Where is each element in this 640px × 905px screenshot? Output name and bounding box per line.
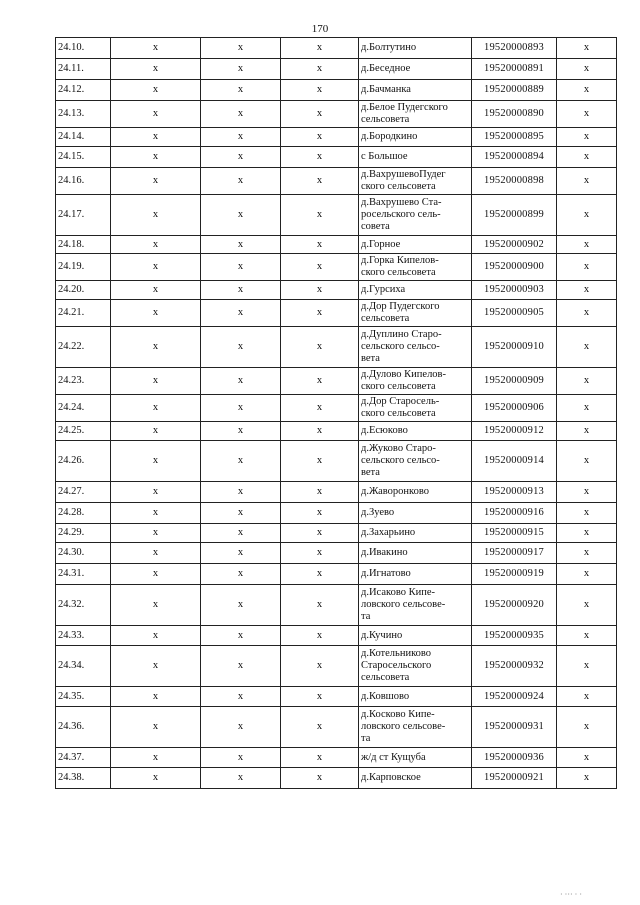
row-number: 24.25.: [56, 422, 111, 441]
settlement-name-line: д.Горка Кипелов-: [361, 255, 439, 266]
cell-mark: x: [281, 748, 359, 768]
oktmo-code: 19520000915: [472, 524, 557, 543]
cell-mark: x: [281, 626, 359, 646]
settlement-name-line: д.Есюково: [361, 425, 408, 436]
settlement-name-line: ловского сельсове-: [361, 599, 446, 610]
oktmo-code: 19520000909: [472, 368, 557, 395]
settlement-name-line: д.Бородкино: [361, 131, 418, 142]
settlement-name: [359, 38, 472, 59]
oktmo-code: 19520000903: [472, 281, 557, 300]
table-row: [56, 543, 617, 564]
cell-mark: x: [281, 147, 359, 168]
cell-mark: x: [201, 147, 281, 168]
cell-mark: x: [281, 646, 359, 687]
settlement-name-line: д.ВахрушевоПудег: [361, 169, 446, 180]
settlement-name: [359, 503, 472, 524]
oktmo-code: 19520000890: [472, 101, 557, 128]
table-row: [56, 503, 617, 524]
cell-mark: x: [281, 327, 359, 368]
settlement-name-line: сельсовета: [361, 114, 410, 125]
cell-mark: x: [111, 168, 201, 195]
cell-mark: x: [111, 368, 201, 395]
settlement-name: [359, 524, 472, 543]
oktmo-code: 19520000893: [472, 38, 557, 59]
row-number: 24.14.: [56, 128, 111, 147]
settlement-name-line: сельсовета: [361, 672, 410, 683]
row-number: 24.17.: [56, 195, 111, 236]
cell-mark: x: [557, 281, 617, 300]
cell-mark: x: [201, 441, 281, 482]
oktmo-code: 19520000902: [472, 236, 557, 254]
oktmo-code: 19520000900: [472, 254, 557, 281]
settlement-name-line: д.Дор Пудегского: [361, 301, 440, 312]
cell-mark: x: [281, 128, 359, 147]
table-row: [56, 585, 617, 626]
cell-mark: x: [557, 38, 617, 59]
cell-mark: x: [281, 422, 359, 441]
settlement-name-line: вета: [361, 353, 380, 364]
row-number: 24.29.: [56, 524, 111, 543]
cell-mark: x: [281, 482, 359, 503]
row-number: 24.34.: [56, 646, 111, 687]
settlement-name: [359, 441, 472, 482]
oktmo-code: 19520000917: [472, 543, 557, 564]
settlement-name: [359, 646, 472, 687]
cell-mark: x: [281, 707, 359, 748]
settlement-name-line: та: [361, 611, 371, 622]
row-number: 24.20.: [56, 281, 111, 300]
settlement-name: [359, 768, 472, 789]
cell-mark: x: [111, 80, 201, 101]
settlement-name-line: совета: [361, 221, 390, 232]
cell-mark: x: [281, 80, 359, 101]
row-number: 24.33.: [56, 626, 111, 646]
cell-mark: x: [111, 707, 201, 748]
row-number: 24.30.: [56, 543, 111, 564]
cell-mark: x: [281, 59, 359, 80]
cell-mark: x: [281, 395, 359, 422]
cell-mark: x: [281, 543, 359, 564]
cell-mark: x: [281, 564, 359, 585]
settlement-name: [359, 327, 472, 368]
oktmo-code: 19520000914: [472, 441, 557, 482]
cell-mark: x: [111, 687, 201, 707]
cell-mark: x: [557, 482, 617, 503]
cell-mark: x: [281, 585, 359, 626]
oktmo-code: 19520000891: [472, 59, 557, 80]
cell-mark: x: [201, 195, 281, 236]
cell-mark: x: [557, 564, 617, 585]
oktmo-code: 19520000895: [472, 128, 557, 147]
table-row: [56, 236, 617, 254]
cell-mark: x: [281, 768, 359, 789]
table-row: [56, 748, 617, 768]
settlement-name-line: ского сельсовета: [361, 181, 436, 192]
cell-mark: x: [281, 38, 359, 59]
cell-mark: x: [111, 768, 201, 789]
cell-mark: x: [557, 147, 617, 168]
oktmo-code: 19520000906: [472, 395, 557, 422]
settlement-name-line: д.Бачманка: [361, 84, 411, 95]
oktmo-code: 19520000916: [472, 503, 557, 524]
cell-mark: x: [557, 327, 617, 368]
settlement-name-line: д.Вахрушево Ста-: [361, 197, 442, 208]
table-row: [56, 768, 617, 789]
cell-mark: x: [201, 524, 281, 543]
table-row: [56, 281, 617, 300]
row-number: 24.32.: [56, 585, 111, 626]
settlement-name-line: д.Беседное: [361, 63, 411, 74]
oktmo-code: 19520000931: [472, 707, 557, 748]
cell-mark: x: [111, 585, 201, 626]
cell-mark: x: [557, 80, 617, 101]
row-number: 24.15.: [56, 147, 111, 168]
settlement-name-line: д.Дор Старосель-: [361, 396, 440, 407]
table-row: [56, 168, 617, 195]
cell-mark: x: [557, 503, 617, 524]
settlement-name-line: д.Котельниково: [361, 648, 432, 659]
oktmo-code: 19520000889: [472, 80, 557, 101]
cell-mark: x: [111, 422, 201, 441]
cell-mark: x: [281, 168, 359, 195]
settlement-name-line: д.Болтутино: [361, 42, 417, 53]
cell-mark: x: [201, 38, 281, 59]
settlement-name-line: Старосельского: [361, 660, 432, 671]
settlement-name-line: д.Игнатово: [361, 568, 411, 579]
cell-mark: x: [201, 327, 281, 368]
cell-mark: x: [111, 482, 201, 503]
cell-mark: x: [281, 503, 359, 524]
settlement-name: [359, 300, 472, 327]
cell-mark: x: [557, 395, 617, 422]
oktmo-code: 19520000920: [472, 585, 557, 626]
settlement-name: [359, 707, 472, 748]
cell-mark: x: [201, 707, 281, 748]
cell-mark: x: [201, 236, 281, 254]
settlement-name-line: ловского сельсове-: [361, 721, 446, 732]
cell-mark: x: [111, 524, 201, 543]
cell-mark: x: [201, 768, 281, 789]
settlement-name: [359, 422, 472, 441]
table-row: [56, 707, 617, 748]
cell-mark: x: [111, 147, 201, 168]
cell-mark: x: [557, 768, 617, 789]
settlement-name: [359, 748, 472, 768]
page-number: 170: [311, 23, 329, 35]
oktmo-code: 19520000910: [472, 327, 557, 368]
cell-mark: x: [557, 748, 617, 768]
cell-mark: x: [111, 503, 201, 524]
settlement-name-line: ского сельсовета: [361, 408, 436, 419]
row-number: 24.12.: [56, 80, 111, 101]
cell-mark: x: [111, 38, 201, 59]
cell-mark: x: [557, 441, 617, 482]
settlement-name-line: д.Дуплино Старо-: [361, 329, 442, 340]
settlement-name-line: д.Гурсиха: [361, 284, 406, 295]
oktmo-code: 19520000912: [472, 422, 557, 441]
table-row: [56, 422, 617, 441]
cell-mark: x: [111, 441, 201, 482]
oktmo-code: 19520000899: [472, 195, 557, 236]
settlement-name: [359, 564, 472, 585]
settlement-name: [359, 368, 472, 395]
table-row: [56, 195, 617, 236]
cell-mark: x: [557, 646, 617, 687]
cell-mark: x: [111, 748, 201, 768]
table-row: [56, 80, 617, 101]
oktmo-code: 19520000924: [472, 687, 557, 707]
settlement-name: [359, 482, 472, 503]
cell-mark: x: [281, 281, 359, 300]
cell-mark: x: [557, 300, 617, 327]
settlement-name-line: д.Белое Пудегского: [361, 102, 448, 113]
cell-mark: x: [557, 422, 617, 441]
cell-mark: x: [201, 422, 281, 441]
settlement-name-line: д.Кучино: [361, 629, 403, 641]
settlement-name-line: д.Дулово Кипелов-: [361, 369, 447, 380]
settlement-name-line: д.Ивакино: [361, 547, 408, 558]
cell-mark: x: [201, 626, 281, 646]
cell-mark: x: [111, 195, 201, 236]
settlement-name-line: та: [361, 733, 371, 744]
cell-mark: x: [111, 128, 201, 147]
cell-mark: x: [201, 128, 281, 147]
oktmo-code: 19520000936: [472, 748, 557, 768]
cell-mark: x: [281, 687, 359, 707]
settlement-name: [359, 585, 472, 626]
settlement-name: [359, 101, 472, 128]
settlement-name-line: ского сельсовета: [361, 267, 436, 278]
oktmo-code: 19520000919: [472, 564, 557, 585]
row-number: 24.38.: [56, 768, 111, 789]
row-number: 24.27.: [56, 482, 111, 503]
settlement-name: [359, 626, 472, 646]
cell-mark: x: [557, 101, 617, 128]
cell-mark: x: [201, 168, 281, 195]
cell-mark: x: [111, 300, 201, 327]
row-number: 24.13.: [56, 101, 111, 128]
settlement-name-line: д.Зуево: [361, 507, 395, 518]
cell-mark: x: [281, 368, 359, 395]
cell-mark: x: [111, 543, 201, 564]
cell-mark: x: [557, 626, 617, 646]
table-row: [56, 101, 617, 128]
cell-mark: x: [201, 748, 281, 768]
settlement-name-line: д.Карповское: [361, 772, 421, 783]
row-number: 24.24.: [56, 395, 111, 422]
cell-mark: x: [201, 503, 281, 524]
settlement-name-line: д.Исаково Кипе-: [361, 587, 435, 598]
cell-mark: x: [111, 395, 201, 422]
table-row: [56, 626, 617, 646]
table-row: [56, 368, 617, 395]
cell-mark: x: [111, 646, 201, 687]
cell-mark: x: [557, 236, 617, 254]
row-number: 24.35.: [56, 687, 111, 707]
cell-mark: x: [557, 59, 617, 80]
cell-mark: x: [201, 482, 281, 503]
cell-mark: x: [281, 236, 359, 254]
settlement-name-line: д.Ковшово: [361, 690, 410, 702]
table-row: [56, 59, 617, 80]
settlement-name: [359, 59, 472, 80]
cell-mark: x: [557, 585, 617, 626]
cell-mark: x: [111, 236, 201, 254]
cell-mark: x: [557, 707, 617, 748]
oktmo-code: 19520000894: [472, 147, 557, 168]
row-number: 24.11.: [56, 59, 111, 80]
settlement-name-line: д.Захарьино: [361, 527, 416, 538]
cell-mark: x: [201, 80, 281, 101]
row-number: 24.21.: [56, 300, 111, 327]
cell-mark: x: [201, 101, 281, 128]
settlement-name-line: д.Горное: [361, 238, 401, 250]
cell-mark: x: [281, 254, 359, 281]
table-row: [56, 327, 617, 368]
table-row: [56, 441, 617, 482]
row-number: 24.19.: [56, 254, 111, 281]
cell-mark: x: [557, 368, 617, 395]
cell-mark: x: [111, 101, 201, 128]
cell-mark: x: [111, 59, 201, 80]
row-number: 24.10.: [56, 38, 111, 59]
cell-mark: x: [557, 168, 617, 195]
settlement-name: [359, 687, 472, 707]
cell-mark: x: [201, 687, 281, 707]
oktmo-code: 19520000913: [472, 482, 557, 503]
row-number: 24.28.: [56, 503, 111, 524]
cell-mark: x: [557, 254, 617, 281]
cell-mark: x: [201, 254, 281, 281]
cell-mark: x: [281, 195, 359, 236]
cell-mark: x: [111, 327, 201, 368]
cell-mark: x: [201, 395, 281, 422]
cell-mark: x: [111, 281, 201, 300]
table-row: [56, 300, 617, 327]
table-body: [56, 38, 617, 789]
table-row: [56, 254, 617, 281]
scan-artifact: · ··· · ·: [560, 890, 582, 899]
row-number: 24.18.: [56, 236, 111, 254]
settlement-name: [359, 236, 472, 254]
row-number: 24.26.: [56, 441, 111, 482]
settlement-name: [359, 168, 472, 195]
row-number: 24.22.: [56, 327, 111, 368]
row-number: 24.37.: [56, 748, 111, 768]
table-row: [56, 147, 617, 168]
row-number: 24.36.: [56, 707, 111, 748]
cell-mark: x: [557, 195, 617, 236]
table-row: [56, 524, 617, 543]
cell-mark: x: [111, 564, 201, 585]
settlement-name: [359, 281, 472, 300]
cell-mark: x: [201, 281, 281, 300]
oktmo-code: 19520000898: [472, 168, 557, 195]
settlement-name: [359, 254, 472, 281]
settlement-name: [359, 395, 472, 422]
cell-mark: x: [201, 585, 281, 626]
oktmo-code: 19520000905: [472, 300, 557, 327]
table-row: [56, 38, 617, 59]
settlement-name-line: д.Жаворонково: [361, 486, 429, 497]
table-row: [56, 128, 617, 147]
settlement-name: [359, 543, 472, 564]
settlement-name: [359, 128, 472, 147]
settlement-name-line: росельского сель-: [361, 209, 441, 220]
table-row: [56, 395, 617, 422]
cell-mark: x: [281, 524, 359, 543]
cell-mark: x: [281, 441, 359, 482]
cell-mark: x: [201, 543, 281, 564]
row-number: 24.31.: [56, 564, 111, 585]
cell-mark: x: [201, 368, 281, 395]
table-row: [56, 482, 617, 503]
cell-mark: x: [557, 128, 617, 147]
cell-mark: x: [111, 254, 201, 281]
settlement-name-line: ского сельсовета: [361, 381, 436, 392]
cell-mark: x: [557, 687, 617, 707]
cell-mark: x: [557, 524, 617, 543]
settlement-name-line: ж/д ст Кущуба: [361, 751, 426, 763]
cell-mark: x: [201, 564, 281, 585]
oktmo-code: 19520000921: [472, 768, 557, 789]
cell-mark: x: [201, 59, 281, 80]
settlement-name-line: сельсовета: [361, 313, 410, 324]
settlement-name-line: д.Жуково Старо-: [361, 443, 436, 454]
oktmo-code: 19520000932: [472, 646, 557, 687]
cell-mark: x: [201, 300, 281, 327]
cell-mark: x: [201, 646, 281, 687]
settlement-name-line: с Большое: [361, 151, 408, 162]
cell-mark: x: [281, 300, 359, 327]
oktmo-code: 19520000935: [472, 626, 557, 646]
row-number: 24.23.: [56, 368, 111, 395]
settlement-name-line: сельского сельсо-: [361, 341, 440, 352]
settlements-table: [55, 37, 617, 789]
row-number: 24.16.: [56, 168, 111, 195]
settlement-name: [359, 147, 472, 168]
settlement-name: [359, 195, 472, 236]
cell-mark: x: [557, 543, 617, 564]
table-row: [56, 646, 617, 687]
settlement-name-line: д.Косково Кипе-: [361, 709, 435, 720]
settlement-name-line: сельского сельсо-: [361, 455, 440, 466]
cell-mark: x: [111, 626, 201, 646]
cell-mark: x: [281, 101, 359, 128]
table-row: [56, 687, 617, 707]
table-row: [56, 564, 617, 585]
settlement-name: [359, 80, 472, 101]
settlement-name-line: вета: [361, 467, 380, 478]
